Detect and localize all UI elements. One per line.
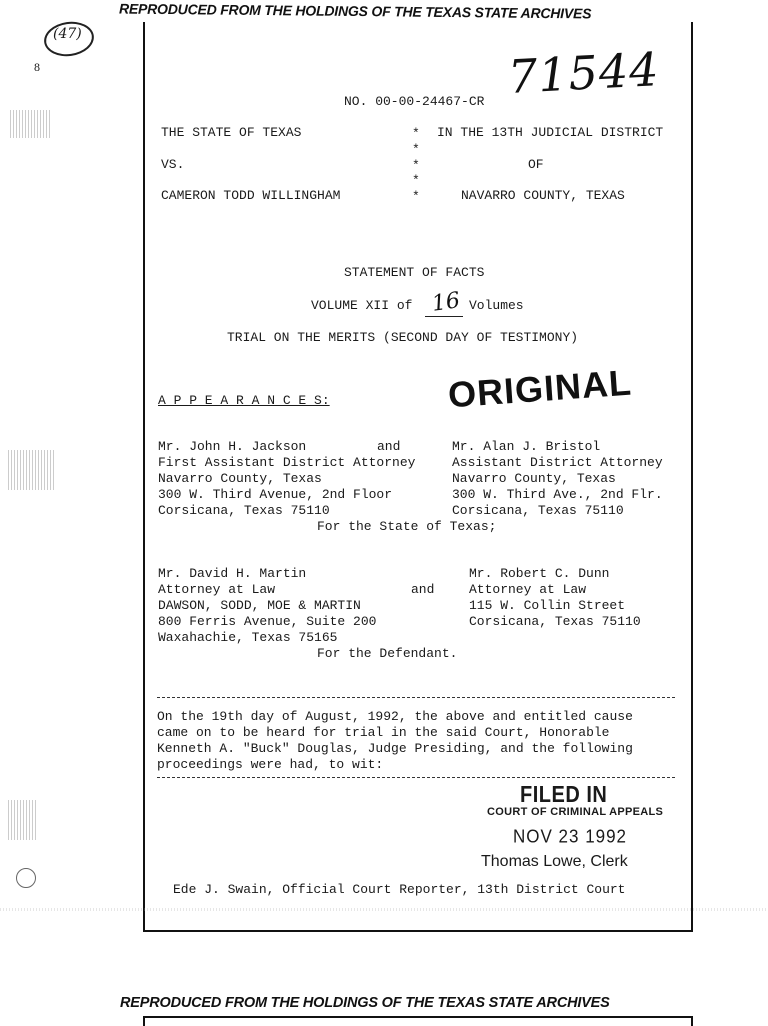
filed-stamp-court: COURT OF CRIMINAL APPEALS	[487, 806, 664, 818]
dashed-divider	[157, 777, 675, 778]
margin-page-number: 8	[34, 60, 40, 74]
scan-streak	[0, 908, 768, 911]
state-counsel-and: and	[377, 439, 401, 454]
defense-counsel-right-4: Corsicana, Texas 75110	[469, 614, 641, 629]
proceedings-line-3: Kenneth A. "Buck" Douglas, Judge Presiding, and the following	[157, 741, 633, 756]
state-counsel-right-3: Navarro County, Texas	[452, 471, 616, 486]
state-counsel-right-1: Mr. Alan J. Bristol	[452, 439, 601, 454]
statement-title: STATEMENT OF FACTS	[344, 265, 485, 280]
appearances-label: A P P E A R A N C E S:	[158, 393, 330, 408]
scan-smudge	[8, 800, 38, 840]
caption-star: *	[412, 158, 420, 173]
proceedings-line-2: came on to be heard for trial in the said Court, Honorable	[157, 725, 610, 740]
state-counsel-left-5: Corsicana, Texas 75110	[158, 503, 330, 518]
filed-stamp-date: NOV 23 1992	[513, 826, 628, 847]
scan-smudge	[8, 450, 54, 490]
original-stamp: ORIGINAL	[446, 361, 634, 416]
defense-counsel-left-5: Waxahachie, Texas 75165	[158, 630, 338, 645]
handwritten-case-number: 71544	[506, 42, 661, 104]
filed-stamp-title: FILED IN	[520, 782, 608, 808]
volume-prefix: VOLUME XII of	[311, 298, 413, 313]
circled-mark-text: (47)	[53, 26, 82, 42]
caption-star: *	[412, 142, 420, 157]
scan-smudge	[10, 110, 50, 138]
state-counsel-left-4: 300 W. Third Avenue, 2nd Floor	[158, 487, 393, 502]
archive-banner-top: REPRODUCED FROM THE HOLDINGS OF THE TEXAS STATE ARCHIVES	[118, 0, 592, 22]
caption-star: *	[412, 173, 420, 188]
caption-party-state: THE STATE OF TEXAS	[161, 125, 302, 140]
caption-of: OF	[528, 157, 544, 172]
caption-star: *	[412, 126, 420, 141]
state-counsel-left-1: Mr. John H. Jackson	[158, 439, 307, 454]
caption-court: IN THE 13TH JUDICIAL DISTRICT	[437, 125, 664, 140]
defense-counsel-right-1: Mr. Robert C. Dunn	[469, 566, 610, 581]
case-number: NO. 00-00-24467-CR	[344, 94, 485, 109]
volume-blank-line	[425, 316, 463, 317]
defense-counsel-for: For the Defendant.	[317, 646, 458, 661]
volume-suffix: Volumes	[469, 298, 524, 313]
defense-counsel-and: and	[411, 582, 435, 597]
caption-party-defendant: CAMERON TODD WILLINGHAM	[161, 188, 341, 203]
defense-counsel-left-3: DAWSON, SODD, MOE & MARTIN	[158, 598, 361, 613]
defense-counsel-left-2: Attorney at Law	[158, 582, 276, 597]
defense-counsel-left-1: Mr. David H. Martin	[158, 566, 307, 581]
state-counsel-right-5: Corsicana, Texas 75110	[452, 503, 624, 518]
caption-county: NAVARRO COUNTY, TEXAS	[461, 188, 625, 203]
state-counsel-right-2: Assistant District Attorney	[452, 455, 663, 470]
state-counsel-left-3: Navarro County, Texas	[158, 471, 322, 486]
archive-banner-bottom: REPRODUCED FROM THE HOLDINGS OF THE TEXAS STATE ARCHIVES	[120, 995, 610, 1011]
defense-counsel-right-2: Attorney at Law	[469, 582, 587, 597]
next-page-frame	[143, 1016, 693, 1026]
volume-total-handwritten: 16	[430, 288, 462, 317]
proceedings-line-1: On the 19th day of August, 1992, the above and entitled cause	[157, 709, 633, 724]
court-reporter-footer: Ede J. Swain, Official Court Reporter, 13th District Court	[173, 882, 626, 897]
filed-stamp-clerk: Thomas Lowe, Clerk	[481, 853, 628, 870]
state-counsel-right-4: 300 W. Third Ave., 2nd Flr.	[452, 487, 663, 502]
state-counsel-left-2: First Assistant District Attorney	[158, 455, 416, 470]
defense-counsel-left-4: 800 Ferris Avenue, Suite 200	[158, 614, 377, 629]
state-counsel-for: For the State of Texas;	[317, 519, 497, 534]
scan-ring	[16, 868, 36, 888]
proceedings-line-4: proceedings were had, to wit:	[157, 757, 384, 772]
trial-line: TRIAL ON THE MERITS (SECOND DAY OF TESTIMONY)	[227, 330, 579, 345]
caption-star: *	[412, 189, 420, 204]
dashed-divider	[157, 697, 675, 698]
caption-versus: VS.	[161, 157, 185, 172]
defense-counsel-right-3: 115 W. Collin Street	[469, 598, 626, 613]
